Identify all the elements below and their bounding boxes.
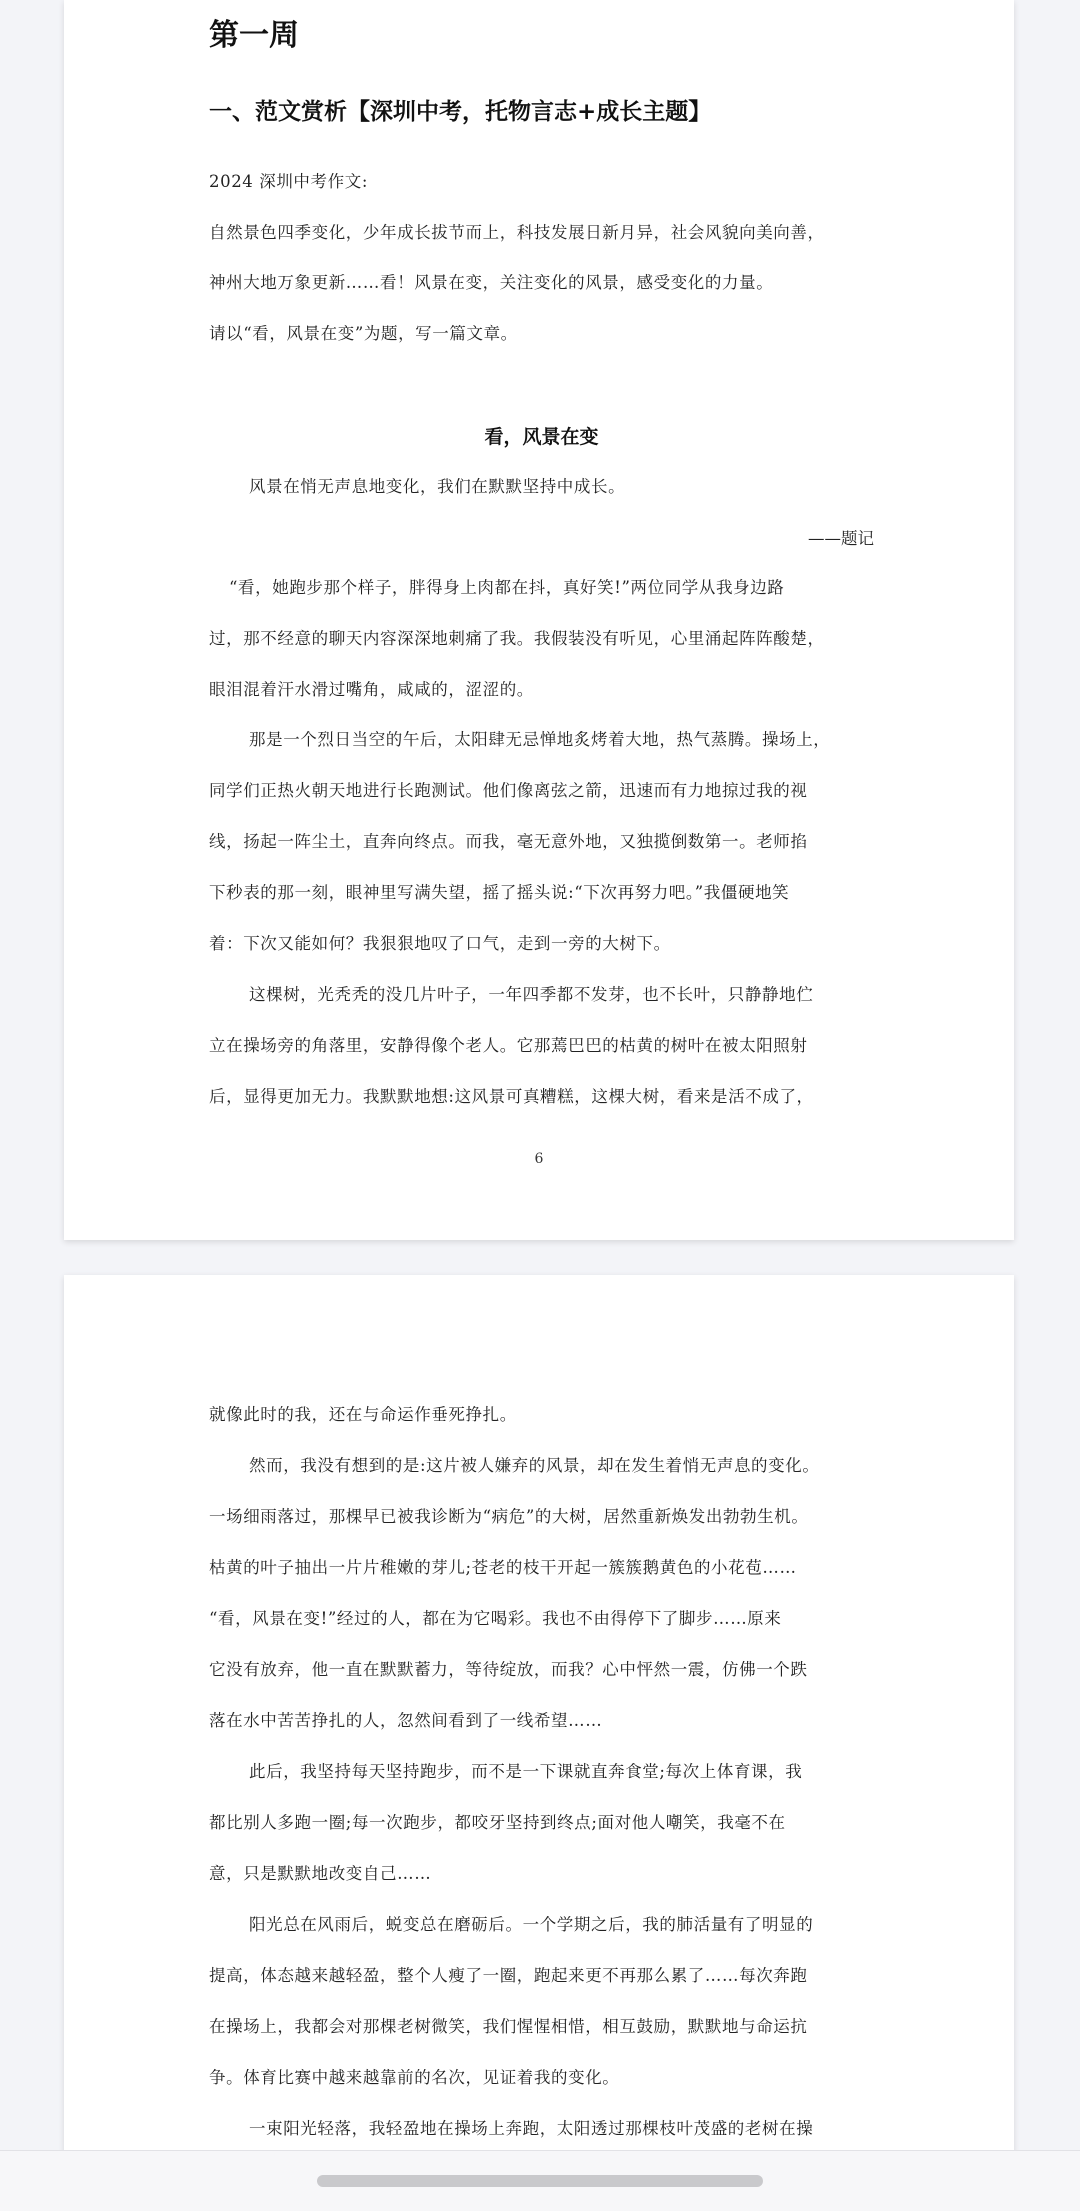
document-page-1 <box>64 0 1014 1240</box>
body-line: 立在操场旁的角落里，安静得像个老人。它那蔫巴巴的枯黄的树叶在被太阳照射 <box>209 1036 808 1055</box>
body-line: 着：下次又能如何？我狠狠地叹了口气，走到一旁的大树下。 <box>209 934 671 953</box>
body-line: 落在水中苦苦挣扎的人，忽然间看到了一线希望…… <box>209 1711 603 1730</box>
body-line: 它没有放弃，他一直在默默蓄力，等待绽放，而我？心中怦然一震，仿佛一个跌 <box>209 1660 808 1679</box>
body-line: 一束阳光轻落，我轻盈地在操场上奔跑，太阳透过那棵枝叶茂盛的老树在操 <box>249 2119 814 2138</box>
body-line: 阳光总在风雨后，蜕变总在磨砺后。一个学期之后，我的肺活量有了明显的 <box>249 1915 814 1934</box>
body-line: 争。体育比赛中越来越靠前的名次，见证着我的变化。 <box>209 2068 620 2087</box>
body-line: 过，那不经意的聊天内容深深地刺痛了我。我假装没有听见，心里涌起阵阵酸楚， <box>209 629 825 648</box>
home-indicator[interactable] <box>317 2175 763 2187</box>
section-title: 一、范文赏析【深圳中考，托物言志+成长主题】 <box>209 99 712 125</box>
document-page-2 <box>64 1275 1014 2210</box>
body-line: 在操场上，我都会对那棵老树微笑，我们惺惺相惜，相互鼓励，默默地与命运抗 <box>209 2017 808 2036</box>
body-line: “看，她跑步那个样子，胖得身上肉都在抖，真好笑!”两位同学从我身边路 <box>229 578 785 597</box>
body-line: 眼泪混着汗水滑过嘴角，咸咸的，涩涩的。 <box>209 680 534 699</box>
body-line: 都比别人多跑一圈;每一次跑步，都咬牙坚持到终点;面对他人嘲笑，我毫不在 <box>209 1813 786 1832</box>
body-line: 同学们正热火朝天地进行长跑测试。他们像离弦之箭，迅速而有力地掠过我的视 <box>209 781 808 800</box>
body-line: “看，风景在变!”经过的人，都在为它喝彩。我也不由得停下了脚步……原来 <box>209 1609 782 1628</box>
prompt-line: 自然景色四季变化，少年成长拔节而上，科技发展日新月异，社会风貌向美向善， <box>209 223 825 242</box>
body-line: 枯黄的叶子抽出一片片稚嫩的芽儿;苍老的枝干开起一簇簇鹅黄色的小花苞…… <box>209 1558 797 1577</box>
body-line: 就像此时的我，还在与命运作垂死挣扎。 <box>209 1405 517 1424</box>
body-line: 下秒表的那一刻，眼神里写满失望，摇了摇头说:“下次再努力吧。”我僵硬地笑 <box>209 883 790 902</box>
prompt-line: 请以“看，风景在变”为题，写一篇文章。 <box>209 324 518 343</box>
body-line: 然而，我没有想到的是:这片被人嫌弃的风景，却在发生着悄无声息的变化。 <box>249 1456 820 1475</box>
epigraph-attribution: ——题记 <box>808 529 874 548</box>
epigraph: 风景在悄无声息地变化，我们在默默坚持中成长。 <box>249 477 626 496</box>
body-line: 提高，体态越来越轻盈，整个人瘦了一圈，跑起来更不再那么累了……每次奔跑 <box>209 1966 808 1985</box>
body-line: 后，显得更加无力。我默默地想:这风景可真糟糕，这棵大树，看来是活不成了， <box>209 1087 814 1106</box>
prompt-line: 2024 深圳中考作文: <box>209 172 368 191</box>
body-line: 线，扬起一阵尘土，直奔向终点。而我，毫无意外地，又独揽倒数第一。老师掐 <box>209 832 808 851</box>
essay-title: 看，风景在变 <box>484 426 599 448</box>
page-number: 6 <box>534 1151 544 1167</box>
body-line: 这棵树，光秃秃的没几片叶子，一年四季都不发芽，也不长叶，只静静地伫 <box>249 985 814 1004</box>
week-title: 第一周 <box>209 18 299 53</box>
body-line: 意，只是默默地改变自己…… <box>209 1864 432 1883</box>
body-line: 一场细雨落过，那棵早已被我诊断为“病危”的大树，居然重新焕发出勃勃生机。 <box>209 1507 809 1526</box>
body-line: 那是一个烈日当空的午后，太阳肆无忌惮地炙烤着大地，热气蒸腾。操场上， <box>249 730 831 749</box>
prompt-line: 神州大地万象更新……看！风景在变，关注变化的风景，感受变化的力量。 <box>209 273 774 292</box>
body-line: 此后，我坚持每天坚持跑步，而不是一下课就直奔食堂;每次上体育课，我 <box>249 1762 803 1781</box>
